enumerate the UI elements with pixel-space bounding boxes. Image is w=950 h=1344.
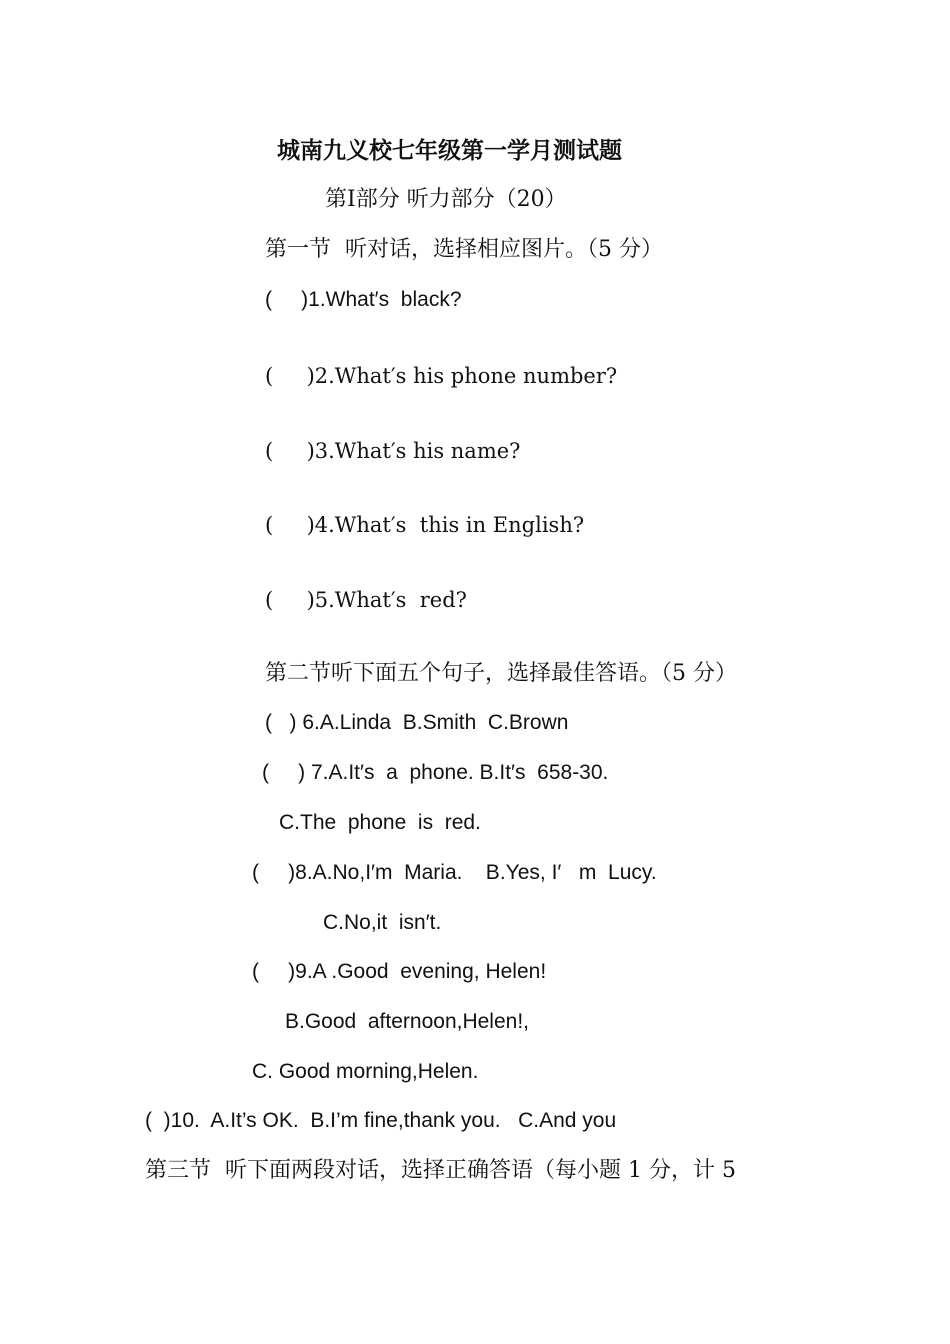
part-heading: 第Ⅰ部分 听力部分（20）: [325, 187, 567, 212]
section3-heading: 第三节 听下面两段对话，选择正确答语（每小题 1 分，计 5: [145, 1158, 736, 1183]
question-1: ( )1.What′s black?: [265, 288, 462, 311]
question-7-option-c: C.The phone is red.: [279, 811, 481, 834]
question-8-option-c: C.No,it isn′t.: [323, 911, 442, 934]
question-9-option-c: C. Good morning,Helen.: [252, 1060, 479, 1083]
question-10: ( )10. A.It’s OK. B.I’m fine,thank you. C.And you: [145, 1109, 617, 1132]
question-5: ( )5.What′s red?: [265, 588, 467, 612]
section2-heading: 第二节听下面五个句子，选择最佳答语。（5 分）: [265, 661, 737, 686]
question-4: ( )4.What′s this in English?: [265, 513, 585, 537]
section1-heading: 第一节 听对话，选择相应图片。（5 分）: [265, 237, 663, 262]
question-3: ( )3.What′s his name?: [265, 439, 521, 463]
question-7: ( ) 7.A.It′s a phone. B.It′s 658-30.: [262, 761, 609, 784]
exam-title: 城南九义校七年级第一学月测试题: [277, 138, 622, 164]
question-8: ( )8.A.No,I′m Maria. B.Yes, I′ m Lucy.: [252, 861, 657, 884]
question-2: ( )2.What′s his phone number?: [265, 364, 618, 388]
question-6: ( ) 6.A.Linda B.Smith C.Brown: [265, 711, 569, 734]
question-9-option-b: B.Good afternoon,Helen!,: [285, 1010, 529, 1033]
question-9: ( )9.A .Good evening, Helen!: [252, 960, 547, 983]
